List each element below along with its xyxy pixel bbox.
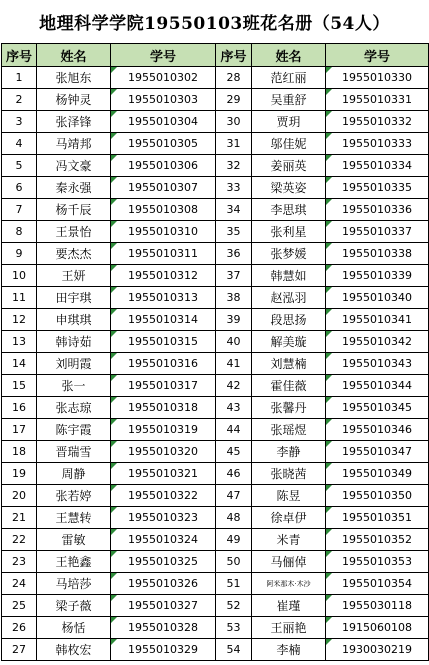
index-cell[interactable]: 12 <box>2 309 37 331</box>
student-id-cell[interactable]: 1955010310 <box>111 221 216 243</box>
index-cell[interactable]: 3 <box>2 111 37 133</box>
name-cell[interactable]: 要杰杰 <box>37 243 111 265</box>
name-cell[interactable]: 段思扬 <box>252 309 326 331</box>
index-cell[interactable]: 48 <box>216 507 252 529</box>
name-cell[interactable]: 张晓茜 <box>252 463 326 485</box>
student-id-cell[interactable]: 1955010354 <box>326 573 429 595</box>
name-cell[interactable]: 张志琼 <box>37 397 111 419</box>
index-cell[interactable]: 43 <box>216 397 252 419</box>
student-id-cell[interactable]: 1955010339 <box>326 265 429 287</box>
name-cell[interactable]: 田宇琪 <box>37 287 111 309</box>
header-id-right[interactable]: 学号 <box>326 44 429 67</box>
index-cell[interactable]: 30 <box>216 111 252 133</box>
index-cell[interactable]: 6 <box>2 177 37 199</box>
student-id-cell[interactable]: 1955010343 <box>326 353 429 375</box>
student-id-cell[interactable]: 1955010320 <box>111 441 216 463</box>
name-cell[interactable]: 刘慧楠 <box>252 353 326 375</box>
name-cell[interactable]: 阿米那木·木沙 <box>252 573 326 595</box>
name-cell[interactable]: 王艳鑫 <box>37 551 111 573</box>
student-id-cell[interactable]: 1955010303 <box>111 89 216 111</box>
name-cell[interactable]: 米青 <box>252 529 326 551</box>
index-cell[interactable]: 36 <box>216 243 252 265</box>
index-cell[interactable]: 51 <box>216 573 252 595</box>
student-id-cell[interactable]: 1955010338 <box>326 243 429 265</box>
name-cell[interactable]: 张馨丹 <box>252 397 326 419</box>
name-cell[interactable]: 马培莎 <box>37 573 111 595</box>
student-id-cell[interactable]: 1955010332 <box>326 111 429 133</box>
name-cell[interactable]: 李思琪 <box>252 199 326 221</box>
name-cell[interactable]: 李楠 <box>252 639 326 661</box>
index-cell[interactable]: 44 <box>216 419 252 441</box>
student-id-cell[interactable]: 1955010307 <box>111 177 216 199</box>
name-cell[interactable]: 杨千辰 <box>37 199 111 221</box>
index-cell[interactable]: 52 <box>216 595 252 617</box>
student-id-cell[interactable]: 1955010325 <box>111 551 216 573</box>
header-name-left[interactable]: 姓名 <box>37 44 111 67</box>
header-id-left[interactable]: 学号 <box>111 44 216 67</box>
index-cell[interactable]: 19 <box>2 463 37 485</box>
header-row <box>2 44 429 67</box>
index-cell[interactable]: 8 <box>2 221 37 243</box>
name-cell[interactable]: 邬佳妮 <box>252 133 326 155</box>
index-cell[interactable]: 33 <box>216 177 252 199</box>
index-cell[interactable]: 1 <box>2 67 37 89</box>
name-cell[interactable]: 赵泓羽 <box>252 287 326 309</box>
table-row <box>2 309 429 331</box>
student-id-cell[interactable]: 1955010344 <box>326 375 429 397</box>
index-cell[interactable]: 37 <box>216 265 252 287</box>
table-row <box>2 353 429 375</box>
name-cell[interactable]: 申琪琪 <box>37 309 111 331</box>
name-cell[interactable]: 王景怡 <box>37 221 111 243</box>
name-cell[interactable]: 杨恬 <box>37 617 111 639</box>
name-cell[interactable]: 王妍 <box>37 265 111 287</box>
student-id-cell[interactable]: 1955010328 <box>111 617 216 639</box>
index-cell[interactable]: 46 <box>216 463 252 485</box>
student-id-cell[interactable]: 1955010350 <box>326 485 429 507</box>
student-id-cell[interactable]: 1955010321 <box>111 463 216 485</box>
student-id-cell[interactable]: 1955010333 <box>326 133 429 155</box>
index-cell[interactable]: 26 <box>2 617 37 639</box>
student-id-cell[interactable]: 1955030118 <box>326 595 429 617</box>
index-cell[interactable]: 14 <box>2 353 37 375</box>
student-id-cell[interactable]: 1955010336 <box>326 199 429 221</box>
name-cell[interactable]: 韩枚宏 <box>37 639 111 661</box>
index-cell[interactable]: 39 <box>216 309 252 331</box>
index-cell[interactable]: 32 <box>216 155 252 177</box>
student-id-cell[interactable]: 1955010316 <box>111 353 216 375</box>
table-row <box>2 463 429 485</box>
name-cell[interactable]: 冯文豪 <box>37 155 111 177</box>
student-id-cell[interactable]: 1915060108 <box>326 617 429 639</box>
student-id-cell[interactable]: 1955010335 <box>326 177 429 199</box>
student-id-cell[interactable]: 1955010302 <box>111 67 216 89</box>
index-cell[interactable]: 45 <box>216 441 252 463</box>
name-cell[interactable]: 张利星 <box>252 221 326 243</box>
name-cell[interactable]: 刘明霞 <box>37 353 111 375</box>
name-cell[interactable]: 崔瑾 <box>252 595 326 617</box>
name-cell[interactable]: 周静 <box>37 463 111 485</box>
name-cell[interactable]: 张瑶煜 <box>252 419 326 441</box>
name-cell[interactable]: 梁英姿 <box>252 177 326 199</box>
index-cell[interactable]: 13 <box>2 331 37 353</box>
student-id-cell[interactable]: 1955010327 <box>111 595 216 617</box>
index-cell[interactable]: 49 <box>216 529 252 551</box>
name-cell[interactable]: 徐卓伊 <box>252 507 326 529</box>
student-id-cell[interactable]: 1955010337 <box>326 221 429 243</box>
table-row <box>2 67 429 89</box>
index-cell[interactable]: 4 <box>2 133 37 155</box>
header-index-right[interactable]: 序号 <box>216 44 252 67</box>
student-id-cell[interactable]: 1955010311 <box>111 243 216 265</box>
name-cell[interactable]: 雷敏 <box>37 529 111 551</box>
index-cell[interactable]: 21 <box>2 507 37 529</box>
header-name-right[interactable]: 姓名 <box>252 44 326 67</box>
name-cell[interactable]: 解美璇 <box>252 331 326 353</box>
index-cell[interactable]: 15 <box>2 375 37 397</box>
table-row <box>2 551 429 573</box>
student-id-cell[interactable]: 1955010308 <box>111 199 216 221</box>
student-id-cell[interactable]: 1955010352 <box>326 529 429 551</box>
student-id-cell[interactable]: 1955010305 <box>111 133 216 155</box>
student-id-cell[interactable]: 1955010323 <box>111 507 216 529</box>
table-row <box>2 441 429 463</box>
table-row <box>2 111 429 133</box>
table-row <box>2 485 429 507</box>
table-row <box>2 331 429 353</box>
index-cell[interactable]: 50 <box>216 551 252 573</box>
roster-body <box>2 67 429 661</box>
index-cell[interactable]: 27 <box>2 639 37 661</box>
table-row <box>2 529 429 551</box>
name-cell[interactable]: 张梦媛 <box>252 243 326 265</box>
table-row <box>2 617 429 639</box>
name-cell[interactable]: 陈昱 <box>252 485 326 507</box>
name-cell[interactable]: 马靖邦 <box>37 133 111 155</box>
student-id-cell[interactable]: 1955010349 <box>326 463 429 485</box>
student-id-cell[interactable]: 1955010317 <box>111 375 216 397</box>
student-id-cell[interactable]: 1955010315 <box>111 331 216 353</box>
student-id-cell[interactable]: 1955010319 <box>111 419 216 441</box>
table-row <box>2 507 429 529</box>
name-cell[interactable]: 韩诗茹 <box>37 331 111 353</box>
index-cell[interactable]: 40 <box>216 331 252 353</box>
name-cell[interactable]: 范红丽 <box>252 67 326 89</box>
name-cell[interactable]: 姜丽英 <box>252 155 326 177</box>
student-id-cell[interactable]: 1955010353 <box>326 551 429 573</box>
table-row <box>2 375 429 397</box>
student-id-cell[interactable]: 1955010312 <box>111 265 216 287</box>
name-cell[interactable]: 张泽锋 <box>37 111 111 133</box>
table-row <box>2 199 429 221</box>
index-cell[interactable]: 11 <box>2 287 37 309</box>
name-cell[interactable]: 陈宇霞 <box>37 419 111 441</box>
index-cell[interactable]: 28 <box>216 67 252 89</box>
index-cell[interactable]: 31 <box>216 133 252 155</box>
index-cell[interactable]: 34 <box>216 199 252 221</box>
name-cell[interactable]: 吴重舒 <box>252 89 326 111</box>
student-id-cell[interactable]: 1930030219 <box>326 639 429 661</box>
table-row <box>2 243 429 265</box>
student-id-cell[interactable]: 1955010306 <box>111 155 216 177</box>
name-cell[interactable]: 秦永强 <box>37 177 111 199</box>
name-cell[interactable]: 王慧转 <box>37 507 111 529</box>
student-id-cell[interactable]: 1955010345 <box>326 397 429 419</box>
name-cell[interactable]: 王丽艳 <box>252 617 326 639</box>
student-id-cell[interactable]: 1955010318 <box>111 397 216 419</box>
student-id-cell[interactable]: 1955010342 <box>326 331 429 353</box>
index-cell[interactable]: 23 <box>2 551 37 573</box>
index-cell[interactable]: 38 <box>216 287 252 309</box>
name-cell[interactable]: 贾玥 <box>252 111 326 133</box>
header-index-left[interactable]: 序号 <box>2 44 37 67</box>
index-cell[interactable]: 7 <box>2 199 37 221</box>
table-row <box>2 639 429 661</box>
name-cell[interactable]: 梁子薇 <box>37 595 111 617</box>
index-cell[interactable]: 10 <box>2 265 37 287</box>
student-id-cell[interactable]: 1955010314 <box>111 309 216 331</box>
index-cell[interactable]: 20 <box>2 485 37 507</box>
index-cell[interactable]: 16 <box>2 397 37 419</box>
table-row <box>2 89 429 111</box>
index-cell[interactable]: 25 <box>2 595 37 617</box>
student-id-cell[interactable]: 1955010334 <box>326 155 429 177</box>
index-cell[interactable]: 47 <box>216 485 252 507</box>
roster-table <box>1 43 429 661</box>
name-cell[interactable]: 韩慧如 <box>252 265 326 287</box>
name-cell[interactable]: 李静 <box>252 441 326 463</box>
table-row <box>2 155 429 177</box>
table-row <box>2 595 429 617</box>
student-id-cell[interactable]: 1955010340 <box>326 287 429 309</box>
index-cell[interactable]: 29 <box>216 89 252 111</box>
name-cell[interactable]: 张若婷 <box>37 485 111 507</box>
student-id-cell[interactable]: 1955010304 <box>111 111 216 133</box>
table-row <box>2 419 429 441</box>
name-cell[interactable]: 杨钟灵 <box>37 89 111 111</box>
table-row <box>2 265 429 287</box>
name-cell[interactable]: 马俪倬 <box>252 551 326 573</box>
table-row <box>2 221 429 243</box>
index-cell[interactable]: 22 <box>2 529 37 551</box>
name-cell[interactable]: 晋瑞雪 <box>37 441 111 463</box>
index-cell[interactable]: 24 <box>2 573 37 595</box>
student-id-cell[interactable]: 1955010351 <box>326 507 429 529</box>
table-row <box>2 287 429 309</box>
student-id-cell[interactable]: 1955010346 <box>326 419 429 441</box>
table-row <box>2 177 429 199</box>
student-id-cell[interactable]: 1955010347 <box>326 441 429 463</box>
index-cell[interactable]: 18 <box>2 441 37 463</box>
index-cell[interactable]: 2 <box>2 89 37 111</box>
name-cell[interactable]: 张旭东 <box>37 67 111 89</box>
table-row <box>2 573 429 595</box>
index-cell[interactable]: 53 <box>216 617 252 639</box>
index-cell[interactable]: 35 <box>216 221 252 243</box>
student-id-cell[interactable]: 1955010329 <box>111 639 216 661</box>
student-id-cell[interactable]: 1955010341 <box>326 309 429 331</box>
student-id-cell[interactable]: 1955010324 <box>111 529 216 551</box>
index-cell[interactable]: 17 <box>2 419 37 441</box>
student-id-cell[interactable]: 1955010322 <box>111 485 216 507</box>
student-id-cell[interactable]: 1955010326 <box>111 573 216 595</box>
table-row <box>2 397 429 419</box>
index-cell[interactable]: 5 <box>2 155 37 177</box>
index-cell[interactable]: 54 <box>216 639 252 661</box>
index-cell[interactable]: 42 <box>216 375 252 397</box>
student-id-cell[interactable]: 1955010331 <box>326 89 429 111</box>
name-cell[interactable]: 霍佳薇 <box>252 375 326 397</box>
roster-title: 地理科学学院19550103班花名册（54人） <box>39 14 390 34</box>
index-cell[interactable]: 41 <box>216 353 252 375</box>
index-cell[interactable]: 9 <box>2 243 37 265</box>
name-cell[interactable]: 张一 <box>37 375 111 397</box>
student-id-cell[interactable]: 1955010330 <box>326 67 429 89</box>
table-row <box>2 133 429 155</box>
student-id-cell[interactable]: 1955010313 <box>111 287 216 309</box>
